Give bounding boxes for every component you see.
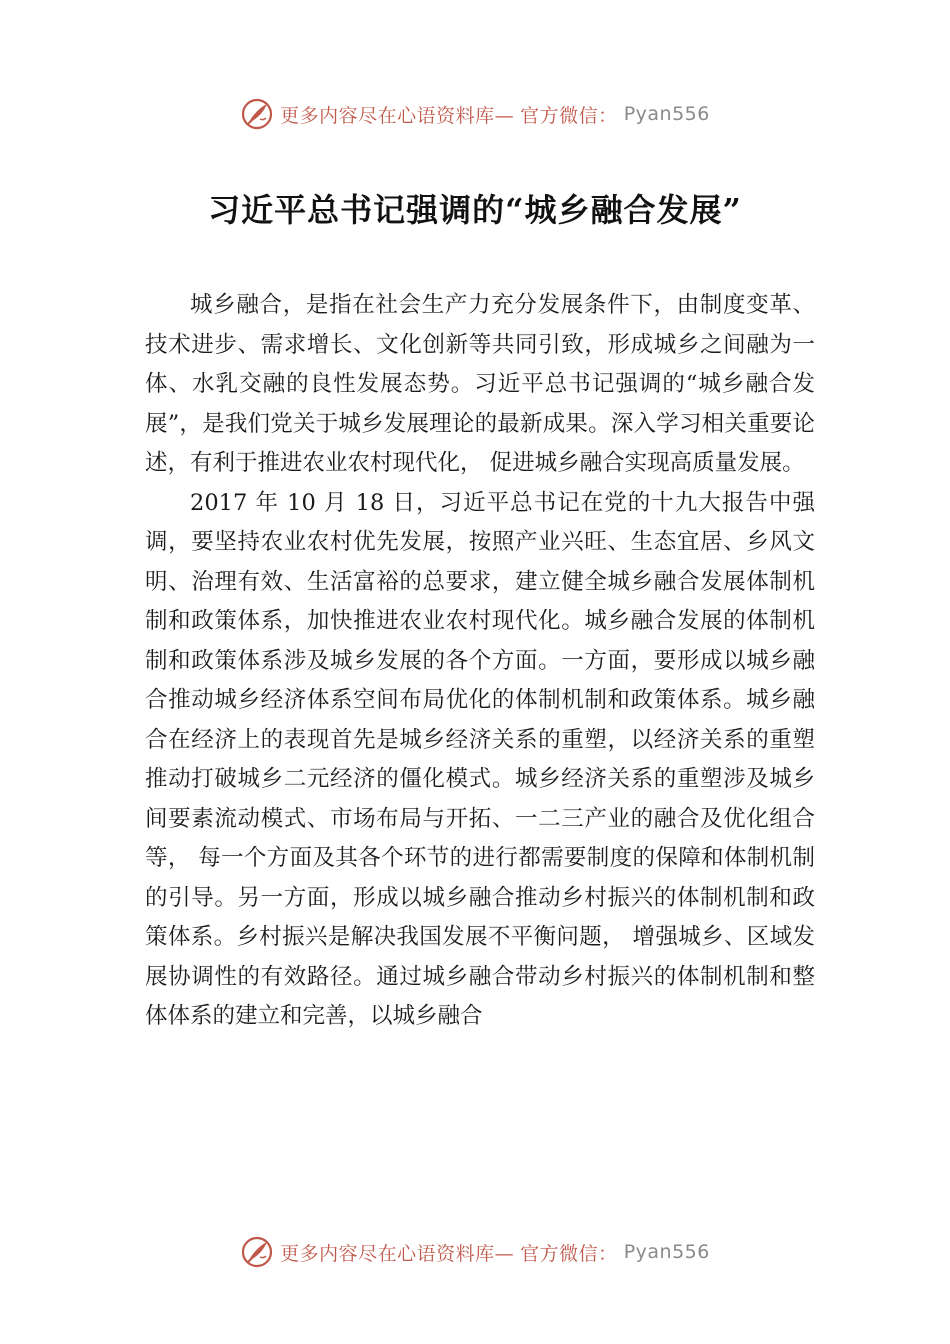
quill-logo-icon: [240, 1235, 274, 1269]
watermark-id-text: Pyan556: [623, 1241, 710, 1263]
document-title: 习近平总书记强调的“城乡融合发展”: [208, 191, 742, 229]
watermark-main-text: 更多内容尽在心语资料库—: [280, 1242, 515, 1265]
watermark-label-text: 官方微信：: [520, 1242, 618, 1265]
document-body: [145, 286, 815, 1037]
footer-watermark: [0, 1232, 950, 1272]
watermark-main-text: 更多内容尽在心语资料库—: [280, 104, 515, 127]
paragraph-2: 2017 年 10 月 18 日，习近平总书记在党的十九大报告中强调，要坚持农业农村优先发展，按照产业兴旺、生态宜居、乡风文明、治理有效、生活富裕的总要求，建立健全城乡融合发展体制机制和政策体系，加快推进农业农村现代化。城乡融合发展的体制机制和政策体系涉及城乡发展的各个方面。一方面，要形成以城乡融合推动城乡经济体系空间布局优化的体制机制和政策体系。城乡融合在经济上的表现首先是城乡经济关系的重塑，以经济关系的重塑推动打破城乡二元经济的僵化模式。城乡经济关系的重塑涉及城乡间要素流动模式、市场布局与开拓、一二三产业的融合及优化组合等， 每一个方面及其各个环节的进行都需要制度的保障和体制机制的引导。另一方面，形成以城乡融合推动乡村振兴的体制机制和政策体系。乡村振兴是解决我国发展不平衡问题， 增强城乡、区域发展协调性的有效路径。通过城乡融合带动乡村振兴的体制机制和整体体系的建立和完善，以城乡融合: [145, 489, 815, 1029]
watermark-id-text: Pyan556: [623, 103, 710, 125]
paragraph-1: 城乡融合，是指在社会生产力充分发展条件下，由制度变革、技术进步、需求增长、文化创新等共同引致，形成城乡之间融为一体、水乳交融的良性发展态势。习近平总书记强调的“城乡融合发展”，是我们党关于城乡发展理论的最新成果。深入学习相关重要论述，有利于推进农业农村现代化， 促进城乡融合实现高质量发展。: [145, 292, 815, 476]
header-watermark: [0, 94, 950, 134]
quill-logo-icon: [240, 97, 274, 131]
watermark-label-text: 官方微信：: [520, 104, 618, 127]
